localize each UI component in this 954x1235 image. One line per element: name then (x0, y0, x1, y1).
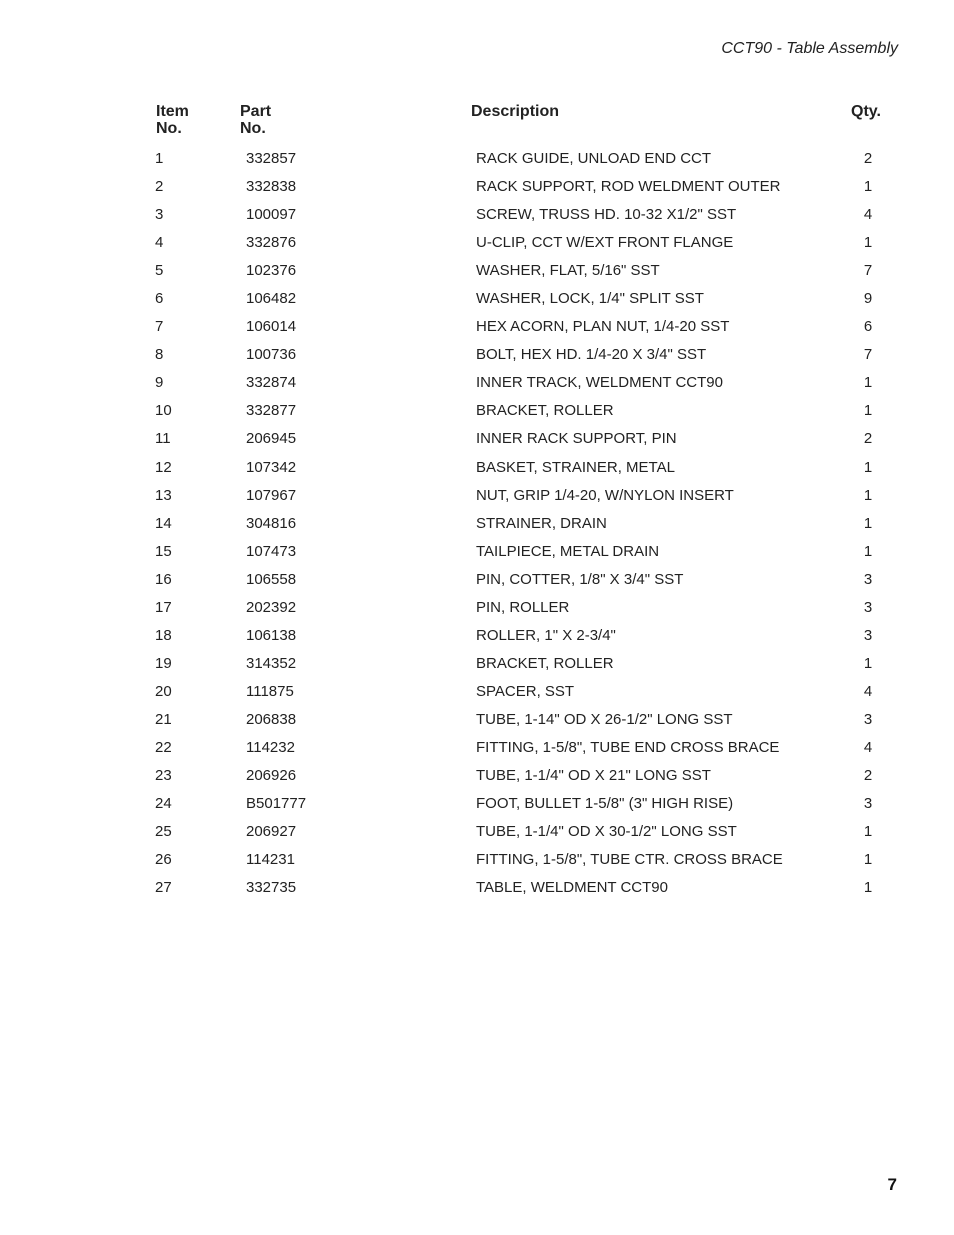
table-row (0, 397, 954, 425)
quantity: 4 (863, 206, 873, 224)
part-number: 114231 (246, 851, 295, 869)
part-number: 332874 (246, 374, 297, 392)
item-number: 27 (155, 879, 172, 897)
part-number: 314352 (246, 654, 297, 672)
table-row (0, 846, 954, 874)
quantity: 2 (863, 430, 873, 448)
quantity: 1 (863, 654, 873, 672)
part-description: TUBE, 1-1/4" OD X 21" LONG SST (476, 767, 711, 785)
item-number: 6 (155, 290, 164, 308)
column-header-part-line-1: Part (240, 103, 272, 120)
quantity: 3 (863, 626, 873, 644)
part-description: FITTING, 1-5/8", TUBE END CROSS BRACE (476, 738, 780, 756)
part-number: 202392 (246, 598, 297, 616)
item-number: 4 (155, 234, 164, 252)
part-number: 102376 (246, 262, 297, 280)
table-row (0, 678, 954, 706)
table-row (0, 313, 954, 341)
table-row (0, 341, 954, 369)
table-row (0, 622, 954, 650)
part-description: U-CLIP, CCT W/EXT FRONT FLANGE (476, 234, 734, 252)
item-number: 14 (155, 514, 172, 532)
item-number: 18 (155, 626, 172, 644)
quantity: 3 (863, 710, 873, 728)
part-description: INNER RACK SUPPORT, PIN (476, 430, 677, 448)
table-row (0, 173, 954, 201)
table-row (0, 145, 954, 173)
quantity: 4 (863, 682, 873, 700)
part-number: 106014 (246, 318, 297, 336)
part-description: FITTING, 1-5/8", TUBE CTR. CROSS BRACE (476, 851, 783, 869)
quantity: 2 (863, 150, 873, 167)
part-number: 106482 (246, 290, 297, 308)
item-number: 16 (155, 570, 172, 588)
quantity: 1 (863, 234, 873, 252)
part-number: 304816 (246, 514, 297, 532)
item-number: 3 (155, 206, 164, 224)
item-number: 17 (155, 598, 172, 616)
item-number: 24 (155, 795, 172, 813)
item-number: 22 (155, 738, 172, 756)
table-row (0, 538, 954, 566)
part-number: 206927 (246, 823, 297, 841)
table-row (0, 285, 954, 313)
item-number: 21 (155, 710, 172, 728)
item-number: 12 (155, 458, 172, 476)
quantity: 1 (863, 374, 873, 392)
part-number: 106558 (246, 570, 297, 588)
part-number: 107473 (246, 542, 297, 560)
part-description: TABLE, WELDMENT CCT90 (476, 879, 668, 897)
column-header-item-line-2: No. (156, 120, 182, 137)
part-description: INNER TRACK, WELDMENT CCT90 (476, 374, 723, 392)
quantity: 1 (863, 458, 873, 476)
part-number: 206838 (246, 710, 297, 728)
quantity: 1 (863, 851, 873, 869)
quantity: 1 (863, 402, 873, 420)
part-description: SCREW, TRUSS HD. 10-32 X1/2" SST (476, 206, 737, 224)
part-description: WASHER, LOCK, 1/4" SPLIT SST (476, 290, 704, 308)
part-number: 206945 (246, 430, 297, 448)
item-number: 26 (155, 851, 172, 869)
table-row (0, 818, 954, 846)
item-number: 1 (155, 150, 164, 167)
part-description: TUBE, 1-1/4" OD X 30-1/2" LONG SST (476, 823, 737, 841)
item-number: 15 (155, 542, 172, 560)
quantity: 1 (863, 486, 873, 504)
parts-list (0, 145, 954, 902)
table-row (0, 650, 954, 678)
table-row (0, 369, 954, 397)
table-row (0, 425, 954, 453)
table-row (0, 454, 954, 482)
column-header-description: Description (471, 103, 560, 120)
running-header: CCT90 - Table Assembly (721, 40, 898, 57)
quantity: 1 (863, 178, 873, 196)
part-description: NUT, GRIP 1/4-20, W/NYLON INSERT (476, 486, 734, 504)
item-number: 20 (155, 682, 172, 700)
table-row (0, 734, 954, 762)
page-number: 7 (887, 1175, 897, 1194)
part-description: BRACKET, ROLLER (476, 654, 614, 672)
item-number: 25 (155, 823, 172, 841)
part-number: 206926 (246, 767, 297, 785)
part-description: HEX ACORN, PLAN NUT, 1/4-20 SST (476, 318, 730, 336)
table-row (0, 482, 954, 510)
item-number: 2 (155, 178, 164, 196)
quantity: 1 (863, 542, 873, 560)
part-number: 114232 (246, 738, 295, 756)
table-row (0, 706, 954, 734)
quantity: 3 (863, 795, 873, 813)
part-description: TAILPIECE, METAL DRAIN (476, 542, 660, 560)
part-number: 332857 (246, 150, 297, 167)
quantity: 6 (863, 318, 873, 336)
column-header-part-no (240, 103, 271, 137)
part-number: 332735 (246, 879, 297, 897)
part-number: B501777 (246, 795, 307, 813)
item-number: 8 (155, 346, 164, 364)
table-row (0, 566, 954, 594)
column-header-item-line-1: Item (156, 103, 189, 120)
quantity: 2 (863, 767, 873, 785)
part-description: RACK SUPPORT, ROD WELDMENT OUTER (476, 178, 781, 196)
part-description: SPACER, SST (476, 682, 575, 700)
quantity: 7 (863, 262, 873, 280)
part-description: PIN, COTTER, 1/8" X 3/4" SST (476, 570, 684, 588)
part-description: RACK GUIDE, UNLOAD END CCT (476, 150, 712, 167)
quantity: 7 (863, 346, 873, 364)
part-description: FOOT, BULLET 1-5/8" (3" HIGH RISE) (476, 795, 734, 813)
part-description: WASHER, FLAT, 5/16" SST (476, 262, 660, 280)
part-number: 106138 (246, 626, 297, 644)
quantity: 3 (863, 598, 873, 616)
part-description: BASKET, STRAINER, METAL (476, 458, 675, 476)
column-header-part-line-2: No. (240, 120, 266, 137)
item-number: 5 (155, 262, 164, 280)
table-row (0, 257, 954, 285)
part-number: 107342 (246, 458, 297, 476)
column-header-qty: Qty. (851, 103, 881, 120)
table-row (0, 874, 954, 902)
item-number: 23 (155, 767, 172, 785)
table-row (0, 201, 954, 229)
part-description: PIN, ROLLER (476, 598, 570, 616)
quantity: 9 (863, 290, 873, 308)
quantity: 1 (863, 823, 873, 841)
quantity: 1 (863, 514, 873, 532)
part-number: 107967 (246, 486, 297, 504)
item-number: 9 (155, 374, 164, 392)
item-number: 7 (155, 318, 164, 336)
part-description: STRAINER, DRAIN (476, 514, 607, 532)
part-number: 100736 (246, 346, 297, 364)
table-row (0, 790, 954, 818)
table-row (0, 762, 954, 790)
part-number: 111875 (246, 682, 294, 700)
item-number: 10 (155, 402, 172, 420)
table-row (0, 594, 954, 622)
item-number: 19 (155, 654, 172, 672)
part-description: ROLLER, 1" X 2-3/4" (476, 626, 616, 644)
part-number: 100097 (246, 206, 297, 224)
part-number: 332877 (246, 402, 297, 420)
part-number: 332876 (246, 234, 297, 252)
item-number: 13 (155, 486, 172, 504)
table-row (0, 510, 954, 538)
quantity: 3 (863, 570, 873, 588)
column-header-item-no (156, 103, 189, 137)
item-number: 11 (155, 430, 171, 448)
part-description: BRACKET, ROLLER (476, 402, 614, 420)
quantity: 1 (863, 879, 873, 897)
part-description: TUBE, 1-14" OD X 26-1/2" LONG SST (476, 710, 733, 728)
quantity: 4 (863, 738, 873, 756)
table-row (0, 229, 954, 257)
part-description: BOLT, HEX HD. 1/4-20 X 3/4" SST (476, 346, 707, 364)
part-number: 332838 (246, 178, 297, 196)
